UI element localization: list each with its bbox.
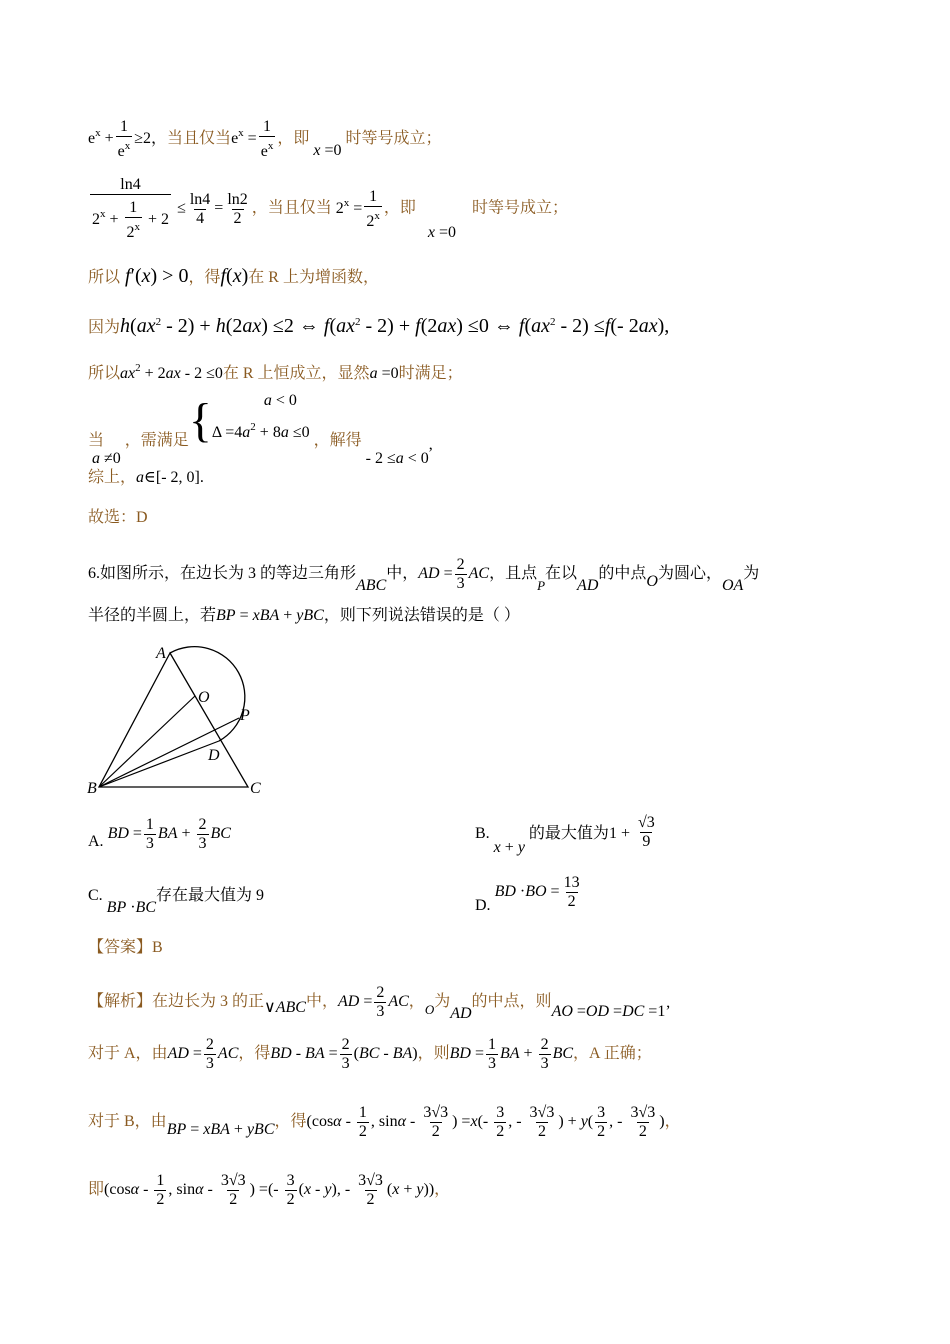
- text-l6-c: ，解得: [313, 431, 362, 449]
- option-c-text: 存在最大值为 9: [156, 887, 265, 904]
- analysis-t2: 中，: [305, 993, 338, 1011]
- question-t10: 的是（ ）: [451, 607, 520, 624]
- question-t5: 为圆心，: [657, 565, 722, 583]
- question-t1: 中，: [386, 565, 419, 583]
- analysis-for-b3: ，: [664, 1113, 681, 1131]
- analysis-for-b2: ，得: [274, 1113, 307, 1131]
- question-t9-emphasis: 错误: [419, 607, 452, 624]
- text-l3-a: 所以: [88, 269, 121, 286]
- text-l7-a: 综上，: [88, 469, 137, 486]
- label-c: C: [250, 780, 261, 797]
- question-6-line-2: 半径的半圆上，若BP = xBA + yBC，则下列说法错误的是（ ）: [88, 607, 520, 624]
- analysis-for-a2: ，得: [238, 1045, 271, 1063]
- analysis-t3: ，: [408, 993, 425, 1011]
- text-l5-c: 时满足；: [398, 365, 463, 382]
- text-l5-a: 所以: [88, 365, 121, 382]
- analysis-t4: 为: [434, 993, 451, 1011]
- question-number: 6.如图所示，在边长为 3 的等边三角形: [88, 565, 357, 583]
- analysis-line-1: 【解析】在边长为 3 的正∨ABC中，AD = $\frac{2}{3}$ AC，$_O$为AD的中点，则AO =OD =DC =1’: [88, 984, 671, 1023]
- option-b[interactable]: B. x + y 的最大值为1 + $\frac{√3}{9}$: [475, 814, 655, 857]
- analysis-for-b: 对于 B，由: [88, 1113, 167, 1131]
- text-l2-end: 时等号成立；: [471, 199, 568, 217]
- option-c-label: C.: [88, 887, 103, 904]
- question-t4: 的中点: [598, 565, 647, 583]
- option-d-label: D.: [475, 897, 491, 915]
- option-a-label: A.: [88, 833, 104, 851]
- analysis-line-ji: 即(cosα - $\frac{1}{2}$ , sinα - $\frac{3√3}{2}$ ) =(- $\frac{3}{2}$ (x - y), - $\frac{3√3}{2}$ (x + y))，: [88, 1172, 451, 1208]
- inequality-line-1: $e^x$ + $\frac{1}{e^x}$ ≥2，当且仅当$e^x$ = $\frac{1}{e^x}$ ，即 x =0 时等号成立；: [88, 118, 442, 160]
- label-o: O: [198, 689, 210, 706]
- analysis-for-a4: ，A 正确；: [573, 1045, 652, 1063]
- text-line-6: 当 a ≠0，需满足{ a < 0 $\Delta =4a^2 + 8a \le 0$ ，解得 - 2 ≤a < 0,: [88, 392, 433, 467]
- analysis-ji-end: ，: [434, 1181, 451, 1199]
- option-d[interactable]: D. BD ·BO = $\frac{13}{2}$: [475, 874, 580, 915]
- text-line-5: 所以$ax^2 + 2ax - 2 \le 0$在 R 上恒成立，显然a =0时满足；: [88, 362, 463, 382]
- triangle-figure: [82, 640, 282, 800]
- text-l1-post: ，即: [277, 130, 310, 148]
- answer-label: 【答案】B: [88, 939, 163, 956]
- label-d: D: [208, 747, 220, 764]
- text-l6-a: 当: [88, 431, 105, 449]
- analysis-for-a: 对于 A，由: [88, 1045, 168, 1063]
- text-l3-b: ，得: [188, 269, 221, 286]
- text-l4-a: 因为: [88, 319, 121, 336]
- analysis-t1: 在边长为 3 的正: [152, 993, 265, 1011]
- analysis-label: 【解析】: [88, 993, 153, 1011]
- question-t6: 为: [743, 565, 760, 583]
- text-l1-end: 时等号成立；: [345, 130, 442, 148]
- label-a: A: [156, 645, 166, 662]
- text-line-7: 综上，a∈[- 2, 0].: [88, 469, 204, 486]
- analysis-ji: 即: [88, 1181, 105, 1199]
- analysis-for-a3: ，则: [417, 1045, 450, 1063]
- analysis-line-b: 对于 B，由BP = xBA + yBC，得(cosα - $\frac{1}{2}$ , sinα - $\frac{3√3}{2}$ ) =x(- $\frac{3}{2}$ , - $\frac{3√3}{2}$ ) + y( $\frac{3}{2}$ , - $\frac{3√3}{2}$ )，: [88, 1104, 681, 1140]
- text-l1-pre: 当且仅当: [167, 130, 232, 148]
- text-l3-c: 在 R 上为增函数，: [248, 269, 379, 286]
- text-choose-d: 故选：D: [88, 509, 148, 526]
- analysis-line-a: 对于 A，由AD = $\frac{2}{3}$ AC，得BD - BA = $\frac{2}{3}$ (BC - BA)，则BD = $\frac{1}{3}$ BA + $\frac{2}{3}$ BC，A 正确；: [88, 1036, 652, 1072]
- triangle-abc: [99, 653, 248, 787]
- inequality-line-2: ln4 $2^x$ + $\frac{1}{2^x}$ + 2 ≤ $\frac{\ln 4}{4}$ = $\frac{\ln 2}{2}$ ，当且仅当 $2^x$ = $\frac{1}{2^x}$ ，即 x =0 时等号成立；: [92, 176, 568, 241]
- text-l2-pre: ，当且仅当: [251, 199, 332, 217]
- option-a[interactable]: A. BD = $\frac{1}{3}$ BA + $\frac{2}{3}$ BC: [88, 816, 231, 852]
- text-l5-b: 在 R 上恒成立，显然: [222, 365, 370, 382]
- question-t7: 半径的半圆上，若: [88, 607, 217, 624]
- segment-bo: [99, 696, 195, 787]
- question-t2: ，且点: [489, 565, 538, 583]
- option-b-label: B.: [475, 825, 490, 843]
- segment-bd: [99, 741, 219, 787]
- option-b-text: 的最大值为: [528, 825, 609, 843]
- question-t3: 在以: [545, 565, 578, 583]
- text-l6-b: ，需满足: [124, 431, 189, 449]
- text-line-3: 所以 f′(x) > 0，得f(x)在 R 上为增函数，: [88, 265, 379, 287]
- text-l2-mid: ，即: [383, 199, 416, 217]
- question-6-line-1: 6.如图所示，在边长为 3 的等边三角形ABC中，AD = $\frac{2}{3}$ AC，且点$_P$在以AD的中点O为圆心，OA为: [88, 556, 760, 595]
- text-line-4: 因为$h(ax^2 - 2) + h(2ax) \le 2$ ⇔ $f(ax^2 - 2) + f(2ax) \le 0$ ⇔ $f(ax^2 - 2) \le f(-$ 2ax),: [88, 315, 670, 337]
- question-t8: ，则下列说法: [323, 607, 420, 624]
- analysis-t5: 的中点，则: [471, 993, 552, 1011]
- label-p: P: [240, 707, 250, 724]
- label-b: B: [87, 780, 97, 797]
- option-c[interactable]: C. BP ·BC存在最大值为 9: [88, 887, 265, 916]
